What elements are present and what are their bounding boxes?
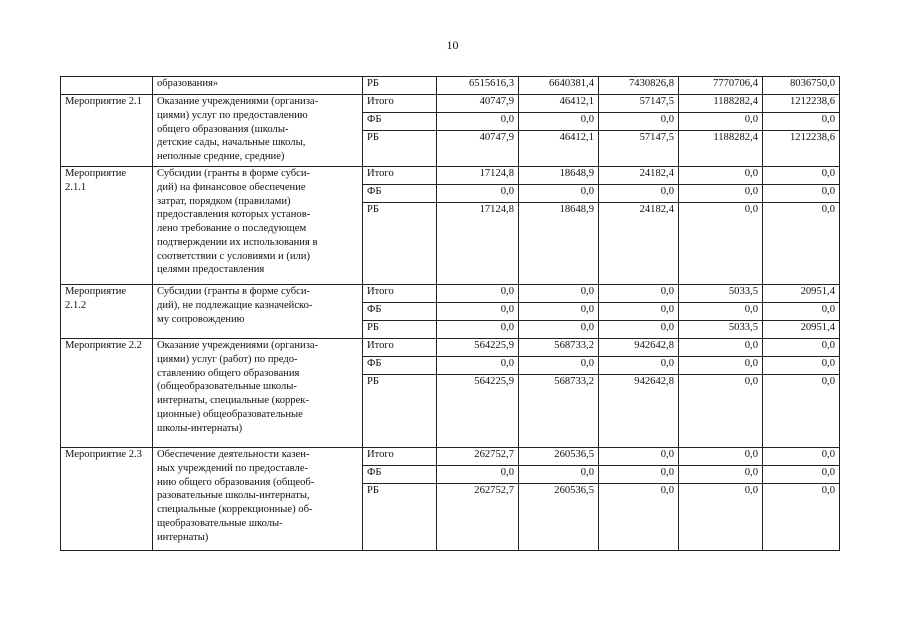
description-line: затрат, порядком (правилами) [157,195,291,207]
description-line: Оказание учреждениями (организа- [157,96,319,107]
value-cell: 0,0 [763,484,840,551]
value-cell: 5033,5 [679,321,763,339]
value-cell: 0,0 [519,303,599,321]
value-cell: 262752,7 [437,484,519,551]
description-line: дий) на финансовое обеспечение [157,181,306,193]
table-row [61,285,840,303]
description-line: Субсидии (гранты в форме субси- [157,286,311,297]
value-cell: 0,0 [599,113,679,131]
description-line: разовательные школы-интернаты, [157,490,310,502]
value-cell: 7770706,4 [679,77,763,95]
funding-source-cell: Итого [363,339,437,357]
description-line: ставлению общего образования [157,367,300,379]
measure-name-cell: Мероприятие 2.1.1 [61,167,153,285]
measure-name-cell: Мероприятие 2.1 [61,95,153,167]
value-cell: 1188282,4 [679,95,763,113]
funding-source-cell: РБ [363,484,437,551]
value-cell: 0,0 [599,484,679,551]
value-cell: 0,0 [679,448,763,466]
value-cell: 568733,2 [519,375,599,448]
value-cell: 568733,2 [519,339,599,357]
value-cell: 0,0 [437,285,519,303]
value-cell: 0,0 [519,321,599,339]
value-cell: 1212238,6 [763,95,840,113]
page-number: 10 [446,38,459,52]
value-cell: 0,0 [763,448,840,466]
measure-name-cell: Мероприятие 2.2 [61,339,153,448]
description-line: му сопровождению [157,313,245,325]
funding-source-cell: Итого [363,95,437,113]
value-cell: 17124,8 [437,203,519,285]
value-cell: 0,0 [763,466,840,484]
description-line: циями) услуг (работ) по предо- [157,353,298,365]
value-cell: 0,0 [519,357,599,375]
description-line: предоставления которых установ- [157,209,311,221]
value-cell: 0,0 [599,466,679,484]
value-cell: 18648,9 [519,167,599,185]
value-cell: 0,0 [763,375,840,448]
description-line: интернаты, специальные (коррек- [157,395,309,407]
description-line: специальные (коррекционные) об- [157,504,313,516]
value-cell: 40747,9 [437,131,519,167]
value-cell: 18648,9 [519,203,599,285]
funding-source-cell: ФБ [363,466,437,484]
description-line: циями) услуг по предоставлению [157,109,308,121]
value-cell: 0,0 [519,185,599,203]
value-cell: 564225,9 [437,375,519,448]
funding-source-cell: Итого [363,448,437,466]
table-row [61,167,840,185]
value-cell: 0,0 [437,466,519,484]
value-cell: 0,0 [679,203,763,285]
value-cell: 1188282,4 [679,131,763,167]
value-cell: 0,0 [599,448,679,466]
funding-source-cell: Итого [363,167,437,185]
value-cell: 17124,8 [437,167,519,185]
description-line: дий), не подлежащие казначейско- [157,299,313,311]
table-row [61,77,840,95]
value-cell: 0,0 [679,303,763,321]
value-cell: 942642,8 [599,339,679,357]
value-cell: 46412,1 [519,131,599,167]
value-cell: 6515616,3 [437,77,519,95]
value-cell: 0,0 [437,113,519,131]
value-cell: 0,0 [679,185,763,203]
table-row [61,339,840,357]
value-cell: 0,0 [679,167,763,185]
value-cell: 564225,9 [437,339,519,357]
value-cell: 0,0 [599,321,679,339]
funding-source-cell: РБ [363,131,437,167]
measure-description-cell [153,77,363,95]
value-cell: 8036750,0 [763,77,840,95]
value-cell: 0,0 [679,375,763,448]
description-line: Субсидии (гранты в форме субси- [157,168,311,179]
value-cell: 262752,7 [437,448,519,466]
description-line: Оказание учреждениями (организа- [157,340,319,351]
funding-source-cell: ФБ [363,357,437,375]
funding-source-cell: Итого [363,285,437,303]
funding-source-cell: ФБ [363,113,437,131]
value-cell: 20951,4 [763,321,840,339]
description-line: школы-интернаты) [157,422,243,434]
value-cell: 40747,9 [437,95,519,113]
value-cell: 0,0 [519,113,599,131]
description-line: щеобразовательные школы- [157,517,283,529]
value-cell: 0,0 [763,113,840,131]
value-cell: 0,0 [599,185,679,203]
budget-table [60,76,840,551]
description-line: общего образования (школы- [157,123,289,135]
value-cell: 0,0 [679,357,763,375]
value-cell: 0,0 [437,185,519,203]
value-cell: 260536,5 [519,484,599,551]
description-line: детские сады, начальные школы, [157,137,306,149]
funding-source-cell: РБ [363,203,437,285]
description-line: нию общего образования (общеоб- [157,476,315,488]
funding-source-cell: РБ [363,321,437,339]
value-cell: 0,0 [519,466,599,484]
measure-description-cell [153,448,363,551]
description-line: подтверждении их использования в [157,236,318,248]
description-line: соответствии с условиями и (или) [157,250,311,262]
measure-description-cell [153,95,363,167]
value-cell: 5033,5 [679,285,763,303]
funding-source-cell: РБ [363,77,437,95]
value-cell: 0,0 [679,339,763,357]
value-cell: 0,0 [437,303,519,321]
value-cell: 0,0 [763,185,840,203]
description-line: Обеспечение деятельности казен- [157,449,310,460]
measure-name-cell: Мероприятие 2.3 [61,448,153,551]
value-cell: 0,0 [763,339,840,357]
value-cell: 0,0 [763,167,840,185]
measure-description-cell [153,285,363,339]
description-line: целями предоставления [157,264,265,276]
value-cell: 0,0 [599,285,679,303]
value-cell: 6640381,4 [519,77,599,95]
funding-source-cell: ФБ [363,303,437,321]
description-line: ционные) общеобразовательные [157,408,303,420]
measure-description-cell [153,167,363,285]
description-line: лено требование о последующем [157,223,307,235]
value-cell: 46412,1 [519,95,599,113]
value-cell: 0,0 [763,357,840,375]
value-cell: 0,0 [437,321,519,339]
value-cell: 0,0 [763,303,840,321]
description-line: неполные средние, средние) [157,151,285,163]
description-line: (общеобразовательные школы- [157,381,297,393]
value-cell: 57147,5 [599,95,679,113]
funding-source-cell: ФБ [363,185,437,203]
description-line: интернаты) [157,531,209,543]
value-cell: 1212238,6 [763,131,840,167]
value-cell: 0,0 [599,357,679,375]
measure-description-cell [153,339,363,448]
value-cell: 0,0 [679,113,763,131]
value-cell: 57147,5 [599,131,679,167]
value-cell: 24182,4 [599,167,679,185]
value-cell: 0,0 [679,484,763,551]
value-cell: 260536,5 [519,448,599,466]
value-cell: 0,0 [437,357,519,375]
table-row [61,448,840,466]
description-line: образования» [157,78,219,89]
measure-name-cell: Мероприятие 2.1.2 [61,285,153,339]
table-row [61,95,840,113]
value-cell: 20951,4 [763,285,840,303]
value-cell: 0,0 [679,466,763,484]
value-cell: 0,0 [519,285,599,303]
value-cell: 0,0 [599,303,679,321]
measure-name-cell [61,77,153,95]
value-cell: 0,0 [763,203,840,285]
description-line: ных учреждений по предоставле- [157,462,309,474]
value-cell: 942642,8 [599,375,679,448]
value-cell: 24182,4 [599,203,679,285]
value-cell: 7430826,8 [599,77,679,95]
funding-source-cell: РБ [363,375,437,448]
